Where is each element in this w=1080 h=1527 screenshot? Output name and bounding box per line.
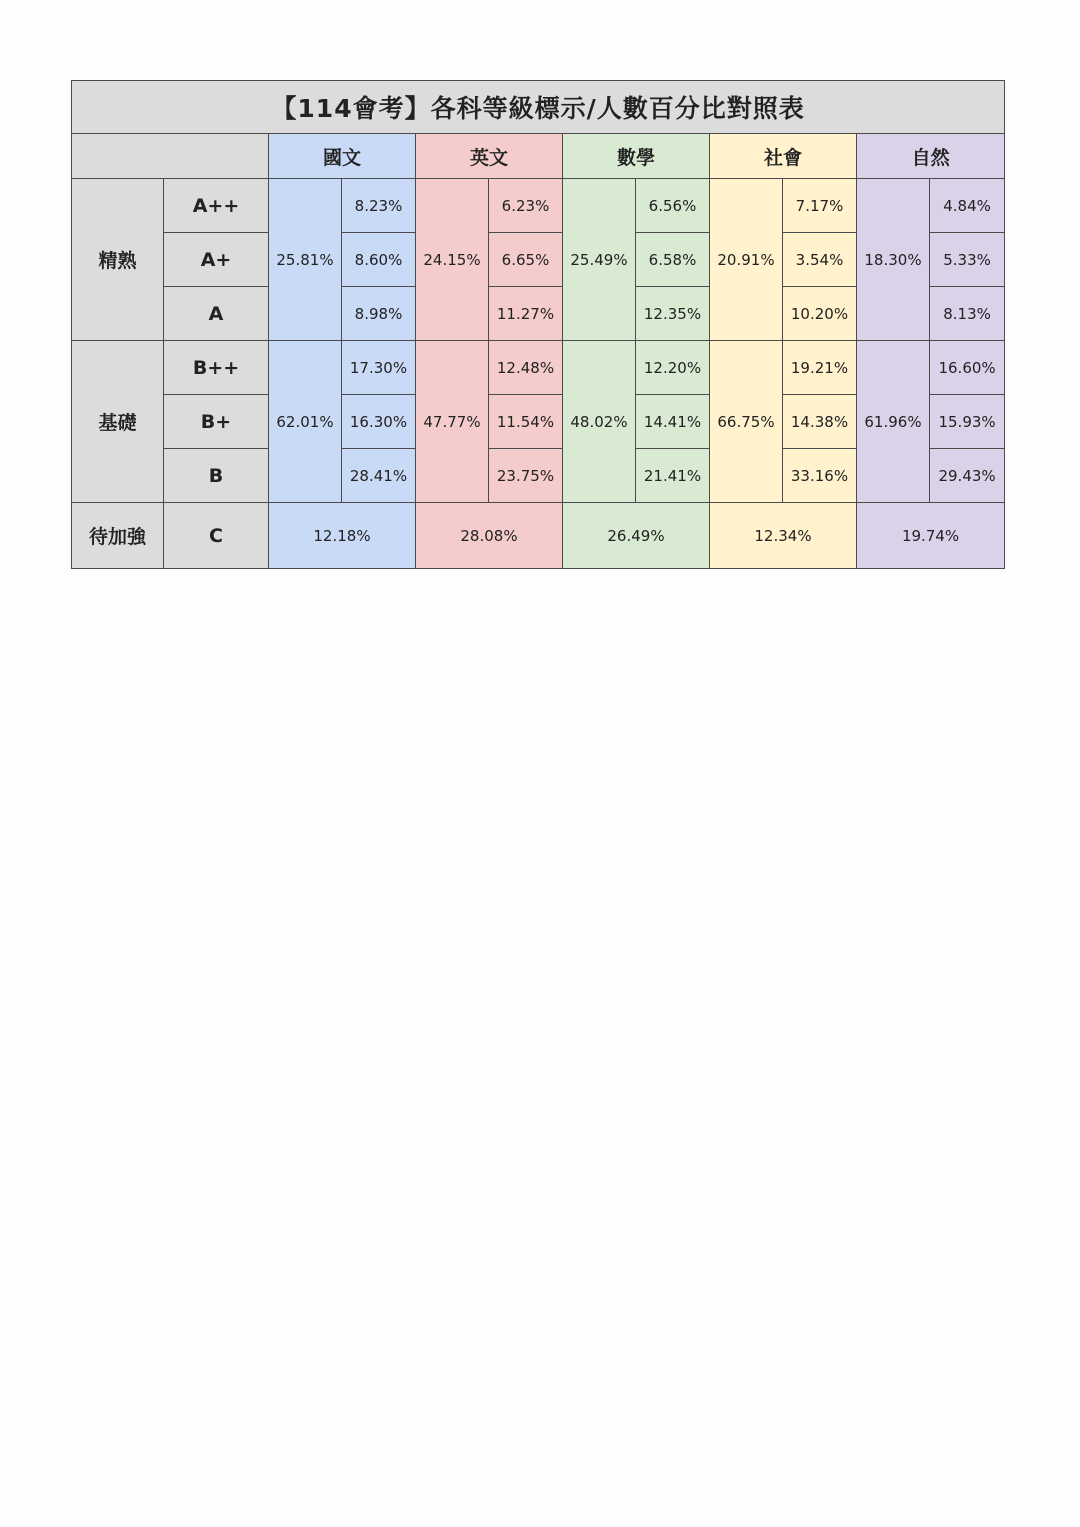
total-proficient-chinese: 25.81% — [269, 179, 342, 341]
total-proficient-english: 24.15% — [416, 179, 489, 341]
level-proficient: 精熟 — [72, 179, 164, 341]
grade-a: A — [164, 287, 269, 341]
grade-b-plus: B+ — [164, 395, 269, 449]
cell-chinese-b: 28.41% — [342, 449, 416, 503]
subject-header-science: 自然 — [857, 134, 1005, 179]
grade-a-plus: A+ — [164, 233, 269, 287]
header-blank-cell — [72, 134, 269, 179]
cell-social-a-plus: 3.54% — [783, 233, 857, 287]
cell-chinese-b-plus-plus: 17.30% — [342, 341, 416, 395]
cell-social-b: 33.16% — [783, 449, 857, 503]
total-proficient-math: 25.49% — [563, 179, 636, 341]
subject-header-english: 英文 — [416, 134, 563, 179]
total-c-chinese: 12.18% — [269, 503, 416, 569]
cell-english-b-plus-plus: 12.48% — [489, 341, 563, 395]
level-basic: 基礎 — [72, 341, 164, 503]
cell-english-a: 11.27% — [489, 287, 563, 341]
grade-c: C — [164, 503, 269, 569]
total-c-math: 26.49% — [563, 503, 710, 569]
cell-social-a-plus-plus: 7.17% — [783, 179, 857, 233]
cell-english-b: 23.75% — [489, 449, 563, 503]
total-c-science: 19.74% — [857, 503, 1005, 569]
total-basic-chinese: 62.01% — [269, 341, 342, 503]
cell-science-b: 29.43% — [930, 449, 1005, 503]
cell-english-a-plus: 6.65% — [489, 233, 563, 287]
total-proficient-science: 18.30% — [857, 179, 930, 341]
cell-math-a-plus: 6.58% — [636, 233, 710, 287]
cell-chinese-a-plus: 8.60% — [342, 233, 416, 287]
total-proficient-social: 20.91% — [710, 179, 783, 341]
cell-math-a: 12.35% — [636, 287, 710, 341]
cell-science-a-plus-plus: 4.84% — [930, 179, 1005, 233]
total-basic-social: 66.75% — [710, 341, 783, 503]
cell-math-a-plus-plus: 6.56% — [636, 179, 710, 233]
cell-english-b-plus: 11.54% — [489, 395, 563, 449]
subject-header-chinese: 國文 — [269, 134, 416, 179]
grade-a-plus-plus: A++ — [164, 179, 269, 233]
grade-b-plus-plus: B++ — [164, 341, 269, 395]
total-c-english: 28.08% — [416, 503, 563, 569]
cell-science-b-plus-plus: 16.60% — [930, 341, 1005, 395]
level-needs-improvement: 待加強 — [72, 503, 164, 569]
cell-math-b-plus: 14.41% — [636, 395, 710, 449]
cell-english-a-plus-plus: 6.23% — [489, 179, 563, 233]
grade-percentage-table — [71, 80, 1005, 569]
total-basic-math: 48.02% — [563, 341, 636, 503]
subject-header-math: 數學 — [563, 134, 710, 179]
subject-header-social: 社會 — [710, 134, 857, 179]
cell-social-b-plus-plus: 19.21% — [783, 341, 857, 395]
cell-math-b: 21.41% — [636, 449, 710, 503]
cell-science-a-plus: 5.33% — [930, 233, 1005, 287]
cell-science-a: 8.13% — [930, 287, 1005, 341]
cell-chinese-a: 8.98% — [342, 287, 416, 341]
total-basic-english: 47.77% — [416, 341, 489, 503]
cell-math-b-plus-plus: 12.20% — [636, 341, 710, 395]
grade-b: B — [164, 449, 269, 503]
cell-chinese-a-plus-plus: 8.23% — [342, 179, 416, 233]
table-title: 【114會考】各科等級標示/人數百分比對照表 — [72, 81, 1005, 134]
cell-social-b-plus: 14.38% — [783, 395, 857, 449]
cell-chinese-b-plus: 16.30% — [342, 395, 416, 449]
cell-science-b-plus: 15.93% — [930, 395, 1005, 449]
total-c-social: 12.34% — [710, 503, 857, 569]
cell-social-a: 10.20% — [783, 287, 857, 341]
total-basic-science: 61.96% — [857, 341, 930, 503]
